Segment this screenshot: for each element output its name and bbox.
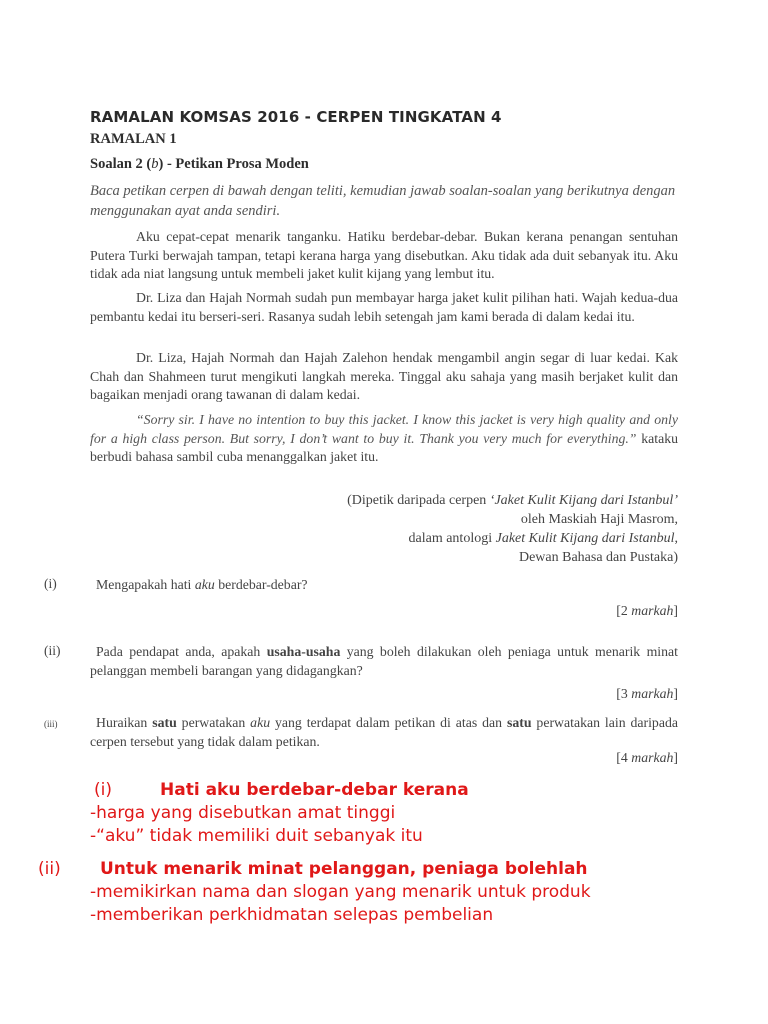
question-heading: Soalan 2 (b) - Petikan Prosa Moden — [90, 156, 309, 172]
document-title: RAMALAN KOMSAS 2016 - CERPEN TINGKATAN 4 — [90, 108, 502, 126]
question-marks-3: [4 markah] — [616, 750, 678, 765]
passage-paragraph-4: “Sorry sir. I have no intention to buy this jacket. I know this jacket is very high quality and only for a high class person. But sorry, I don’t want to buy it. Thank you very much for everything.” kataku berbudi bahasa sambil cuba menanggalkan jaket itu. — [90, 412, 678, 464]
question-number-1: (i) — [44, 576, 57, 591]
passage-paragraph-3: Dr. Liza, Hajah Normah dan Hajah Zalehon hendak mengambil angin segar di luar kedai. Kak Chah dan Shahmeen turut mengikuti langkah mereka. Tinggal aku sahaja yang masih berjaket kulit dan bagaikan menjadi orang tawanan di dalam kedai. — [90, 350, 678, 402]
passage-paragraph-1: Aku cepat-cepat menarik tanganku. Hatiku berdebar-debar. Bukan kerana penangan sentuhan Putera Turki berwajah tampan, tetapi kerana harga yang disebutkan. Aku tidak ada duit sebanyak itu. Aku tidak ada niat langsung untuk membeli jaket kulit kijang yang lembut itu. — [90, 229, 678, 281]
answer-heading-1: Hati aku berdebar-debar kerana — [160, 780, 469, 800]
question-text-2: Pada pendapat anda, apakah usaha-usaha yang boleh dilakukan oleh peniaga untuk menarik minat pelanggan membeli barangan yang didagangkan? — [90, 644, 678, 678]
question-marks-1: [2 markah] — [616, 603, 678, 618]
source-citation: (Dipetik daripada cerpen ‘Jaket Kulit Kijang dari Istanbul’ oleh Maskiah Haji Masrom, dalam antologi Jaket Kulit Kijang dari Istanbul, Dewan Bahasa dan Pustaka) — [347, 493, 678, 565]
answer-line-1a: -harga yang disebutkan amat tinggi — [90, 803, 396, 823]
document-subtitle: RAMALAN 1 — [90, 131, 177, 147]
question-text-3: Huraikan satu perwatakan aku yang terdapat dalam petikan di atas dan satu perwatakan lain daripada cerpen tersebut yang tidak dalam petikan. — [90, 715, 678, 749]
answer-number-1: (i) — [94, 780, 112, 800]
question-marks-2: [3 markah] — [616, 686, 678, 701]
passage-paragraph-2: Dr. Liza dan Hajah Normah sudah pun membayar harga jaket kulit pilihan hati. Wajah kedua-dua pembantu kedai itu berseri-seri. Rasanya sudah lebih setengah jam kami berada di dalam kedai itu. — [90, 290, 678, 324]
instruction-text: Baca petikan cerpen di bawah dengan teliti, kemudian jawab soalan-soalan yang berikutnya dengan menggunakan ayat anda sendiri. — [90, 183, 676, 219]
answer-number-2: (ii) — [38, 859, 61, 879]
answer-line-1b: -“aku” tidak memiliki duit sebanyak itu — [90, 826, 423, 846]
answer-line-2a: -memikirkan nama dan slogan yang menarik untuk produk — [90, 882, 591, 902]
question-number-2: (ii) — [44, 643, 61, 658]
answer-heading-2: Untuk menarik minat pelanggan, peniaga bolehlah — [100, 859, 588, 879]
answer-line-2b: -memberikan perkhidmatan selepas pembelian — [90, 905, 494, 925]
question-text-1: Mengapakah hati aku berdebar-debar? — [96, 577, 308, 592]
question-number-3: (iii) — [44, 719, 58, 729]
